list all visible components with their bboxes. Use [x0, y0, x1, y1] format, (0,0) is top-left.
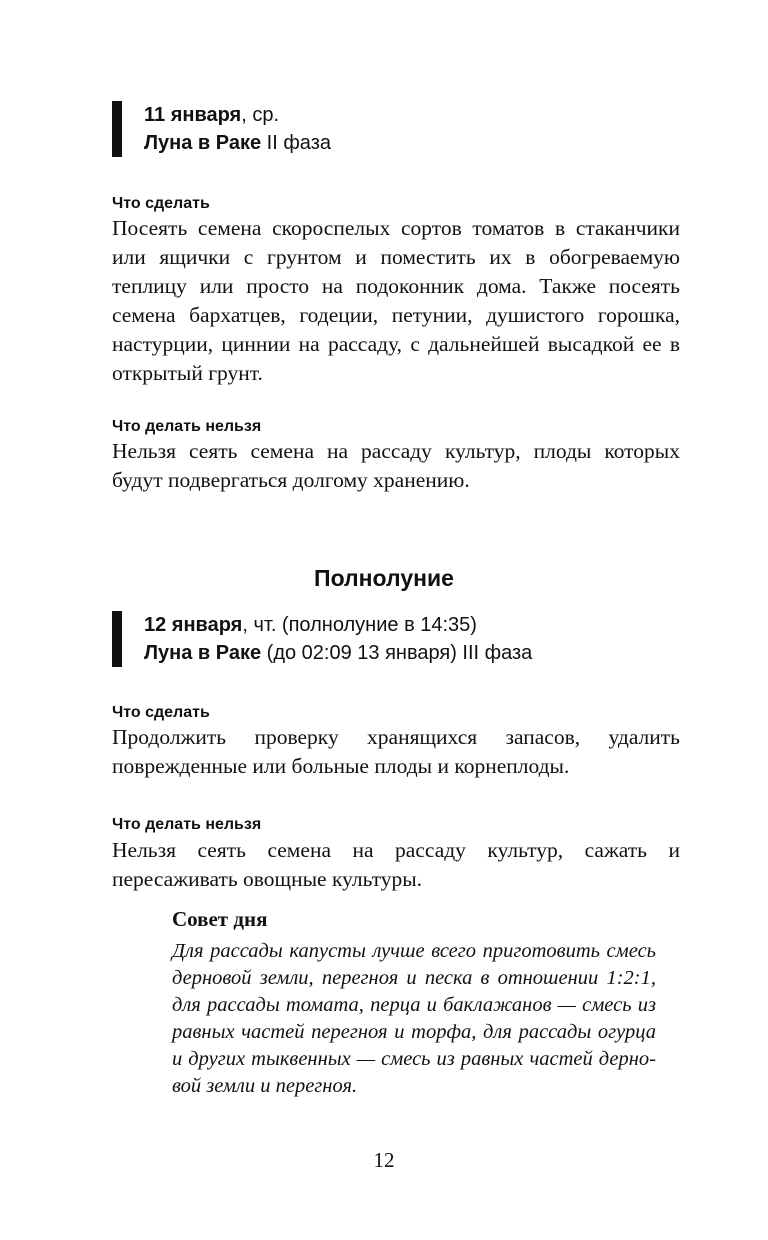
moon-line [144, 129, 331, 157]
date-header-jan-11 [112, 101, 331, 157]
moon-line [144, 639, 532, 667]
moon-bold: Луна в Раке [144, 642, 262, 664]
todo-heading: Что сделать [112, 195, 210, 212]
dont-heading: Что делать нельзя [112, 816, 262, 833]
section-title: Полнолуние [314, 565, 454, 591]
date-bold: 11 января [144, 104, 242, 126]
date-rest: , чт. (полнолуние в 14:35) [242, 614, 477, 636]
tip-text: Для рассады капусты лучше всего приготовить смесь дерновой земли, перегноя и песка в отношении 1:2:1, для рассады томата, перца и баклажанов — смесь из равных частей перегноя и торфа, для рассады огурца и других тыквенных — смесь из равных частей дерновой земли и перегноя. [172, 940, 656, 1097]
date-line [144, 101, 331, 129]
todo-text: Посеять семена скороспелых сортов томатов в стаканчики или ящички с грунтом и поместить их в обогреваемую теплицу или просто на подоконник дома. Также посеять семена бархатцев, годеции, петунии, душистого горошка, настурции, циннии на рассаду, с дальнейшей высадкой ее в открытый грунт. [112, 216, 680, 385]
page-number: 12 [373, 1148, 395, 1172]
date-header-jan-12 [112, 611, 532, 667]
moon-bold: Луна в Раке [144, 132, 262, 154]
dont-text: Нельзя сеять семена на рассаду культур, сажать и пересаживать овощные культуры. [112, 838, 680, 891]
dont-text: Нельзя сеять семена на рассаду культур, плоды которых будут подвергаться долгому хранению. [112, 439, 680, 492]
moon-rest: (до 02:09 13 января) III фаза [261, 642, 533, 664]
date-bold: 12 января [144, 614, 243, 636]
date-line [144, 611, 532, 639]
tip-title: Совет дня [172, 907, 268, 931]
moon-rest: II фаза [261, 132, 331, 154]
dont-heading: Что делать нельзя [112, 418, 262, 435]
todo-heading: Что сделать [112, 704, 210, 721]
date-rest: , ср. [241, 104, 280, 126]
todo-text: Продолжить проверку хранящихся запасов, удалить поврежденные или больные плоды и корнеплоды. [112, 725, 680, 778]
